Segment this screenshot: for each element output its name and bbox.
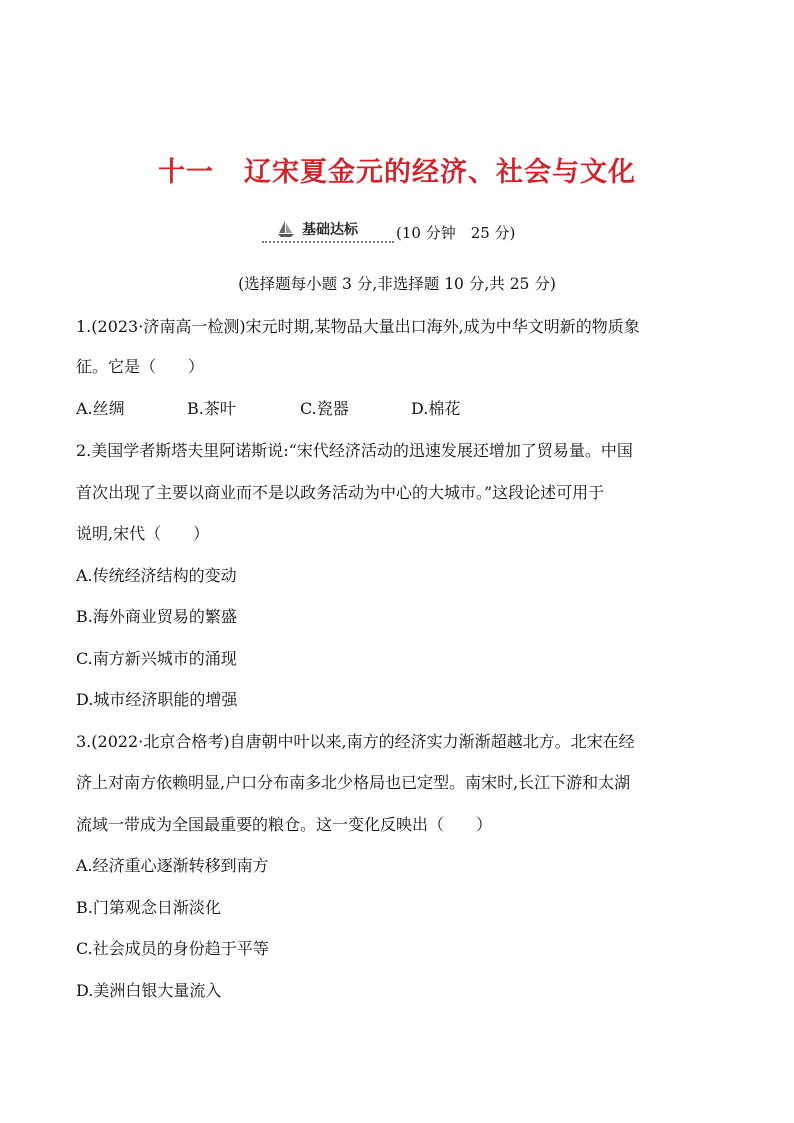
option-d: D.棉花: [411, 399, 461, 418]
option-c: C.瓷器: [300, 399, 349, 418]
question-2-option-b: B.海外商业贸易的繁盛: [76, 607, 237, 626]
title-number: 十一: [158, 157, 214, 188]
question-2-line-3: 说明,宋代（ ）: [76, 524, 210, 543]
section-header: [262, 213, 515, 243]
page-title: [0, 150, 794, 189]
score-note: (选择题每小题 3 分,非选择题 10 分,共 25 分): [238, 275, 556, 293]
question-2-option-a: A.传统经济结构的变动: [76, 566, 237, 585]
question-3-option-a: A.经济重心逐渐转移到南方: [76, 856, 269, 875]
section-badge: [262, 217, 394, 243]
section-badge-label: 基础达标: [302, 222, 358, 238]
question-3-option-c: C.社会成员的身份趋于平等: [76, 939, 269, 958]
question-3-option-b: B.门第观念日渐淡化: [76, 898, 221, 917]
question-2-option-d: D.城市经济职能的增强: [76, 690, 238, 709]
question-1-line-1: 1.(2023·济南高一检测)宋元时期,某物品大量出口海外,成为中华文明新的物质象: [76, 317, 640, 336]
question-3-option-d: D.美洲白银大量流入: [76, 981, 222, 1000]
option-a: A.丝绸: [76, 399, 125, 418]
option-b: B.茶叶: [187, 399, 236, 418]
question-2-line-1: 2.美国学者斯塔夫里阿诺斯说:“宋代经济活动的迅速发展还增加了贸易量。中国: [76, 441, 633, 460]
question-1-line-2: 征。它是（ ）: [76, 357, 205, 376]
dotted-underline: [262, 241, 394, 243]
question-2-option-c: C.南方新兴城市的涌现: [76, 649, 237, 668]
title-text: 辽宋夏金元的经济、社会与文化: [244, 157, 636, 188]
time-info: (10 分钟 25 分): [396, 224, 516, 242]
question-2-line-2: 首次出现了主要以商业而不是以政务活动为中心的大城市。”这段论述可用于: [76, 483, 605, 502]
question-3-line-3: 流域一带成为全国最重要的粮仓。这一变化反映出（ ）: [76, 815, 493, 834]
sailboat-icon: [276, 219, 296, 239]
question-3-line-2: 济上对南方依赖明显,户口分布南多北少格局也已定型。南宋时,长江下游和太湖: [76, 773, 631, 792]
question-3-line-1: 3.(2022·北京合格考)自唐朝中叶以来,南方的经济实力渐渐超越北方。北宋在经: [76, 732, 635, 751]
